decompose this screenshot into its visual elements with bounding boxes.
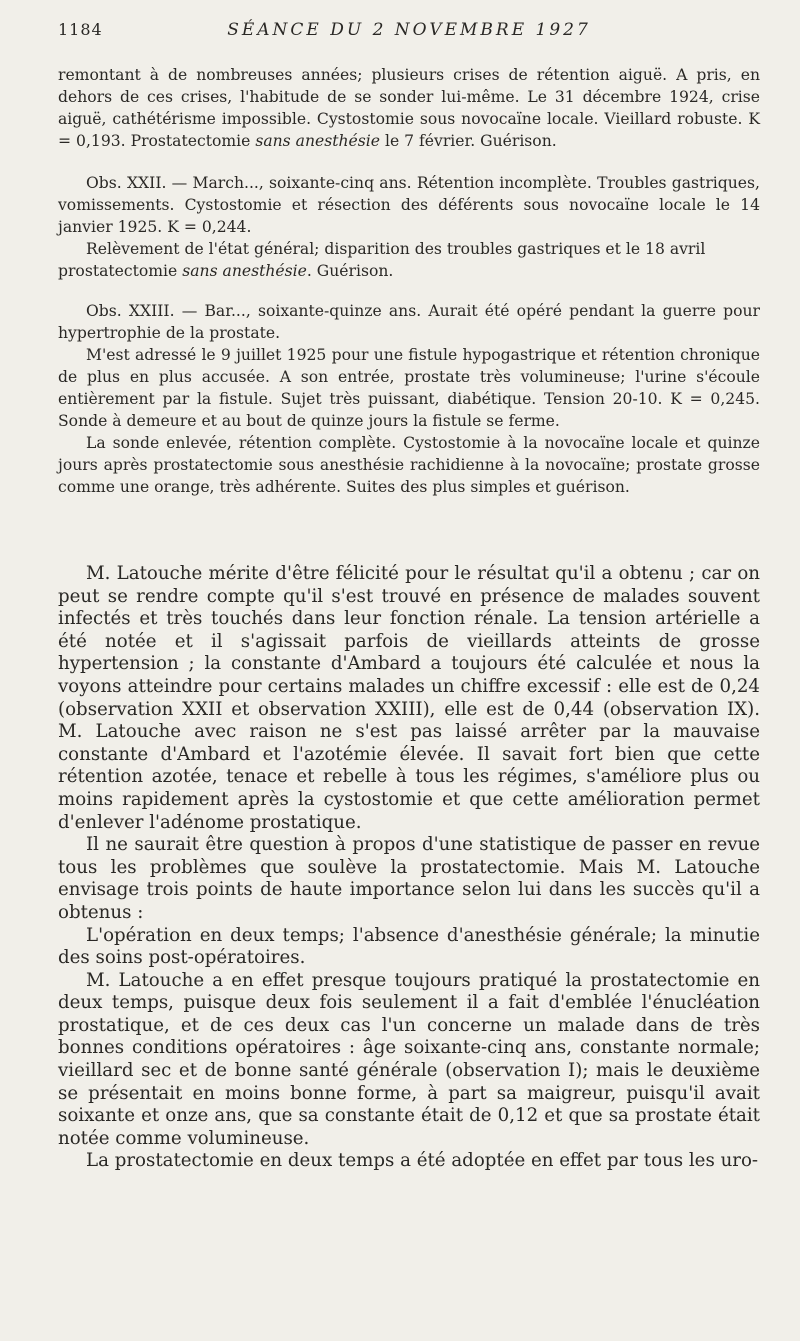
paragraph: remontant à de nombreuses années; plusieurs crises de rétention aiguë. A pris, en dehors de ces crises, l'habitude de se sonder lui-même. Le 31 décembre 1924, crise aiguë, cathétérisme impossible. Cystostomie sous novocaïne locale. Vieillard robuste. K = 0,193. Prostatectomie sans anesthésie le 7 février. Guérison. — [58, 66, 760, 150]
paragraph: Il ne saurait être question à propos d'une statistique de passer en revue tous les problèmes que soulève la prostatectomie. Mais M. Latouche envisage trois points de haute importance selon lui dans les succès qu'il a obtenus : — [58, 834, 760, 923]
paragraph: M. Latouche a en effet presque toujours pratiqué la prostatectomie en deux temps, puisque deux fois seulement il a fait d'emblée l'énucléation prostatique, et de ces deux cas l'un concerne un malade dans de très bonnes conditions opératoires : âge soixante-cinq ans, constante normale; vieillard sec et de bonne santé générale (observation I); mais le deuxième se présentait en moins bonne forme, à part sa maigreur, puisqu'il avait soixante et onze ans, que sa constante était de 0,12 et que sa prostate était notée comme volumineuse. — [58, 969, 760, 1149]
running-title: SÉANCE DU 2 NOVEMBRE 1927 — [227, 20, 591, 40]
paragraph: M'est adressé le 9 juillet 1925 pour une fistule hypogastrique et rétention chronique de plus en plus accusée. A son entrée, prostate très volumineuse; l'urine s'écoule entièrement par la fistule. Sujet très puissant, diabétique. Tension 20-10. K = 0,245. Sonde à demeure et au bout de quinze jours la fistule se ferme. — [58, 346, 760, 430]
paragraph: Obs. XXII. — March..., soixante-cinq ans. Rétention incomplète. Troubles gastriques, vomissements. Cystostomie et résection des déférents sous novocaïne locale le 14 janvier 1925. K = 0,244. — [58, 174, 760, 236]
observation-label: Obs. XXII. — [86, 174, 167, 192]
paragraph: L'opération en deux temps; l'absence d'anesthésie générale; la minutie des soins post-opératoires. — [58, 924, 760, 969]
observation-label: Obs. XXIII. — [86, 302, 175, 320]
paragraph: Obs. XXIII. — Bar..., soixante-quinze ans. Aurait été opéré pendant la guerre pour hypertrophie de la prostate. — [58, 302, 760, 342]
main-text — [58, 563, 760, 1173]
paragraph: La sonde enlevée, rétention complète. Cystostomie à la novocaïne locale et quinze jours après prostatectomie sous anesthésie rachidienne à la novocaïne; prostate grosse comme une orange, très adhérente. Suites des plus simples et guérison. — [58, 434, 760, 496]
observation-22 — [58, 172, 760, 282]
paragraph: Relèvement de l'état général; disparition des troubles gastriques et le 18 avril prostatectomie sans anesthésie. Guérison. — [58, 240, 706, 280]
paragraph: M. Latouche mérite d'être félicité pour le résultat qu'il a obtenu ; car on peut se rendre compte qu'il s'est trouvé en présence de malades souvent infectés et très touchés dans leur fonction rénale. La tension artérielle a été notée et il s'agissait parfois de vieillards atteints de grosse hypertension ; la constante d'Ambard a toujours été calculée et nous la voyons atteindre pour certains malades un chiffre excessif : elle est de 0,24 (observation XXII et observation XXIII), elle est de 0,44 (observation IX). M. Latouche avec raison ne s'est pas laissé arrêter par la mauvaise constante d'Ambard et l'azotémie élevée. Il savait fort bien que cette rétention azotée, tenace et rebelle à tous les régimes, s'améliore plus ou moins rapidement après la cystostomie et que cette amélioration permet d'enlever l'adénome prostatique. — [58, 563, 760, 833]
paragraph: La prostatectomie en deux temps a été adoptée en effet par tous les uro- — [86, 1150, 759, 1172]
page-header — [58, 20, 760, 46]
observation-continued — [58, 64, 760, 152]
page-number: 1184 — [58, 20, 103, 39]
observation-23 — [58, 300, 760, 498]
